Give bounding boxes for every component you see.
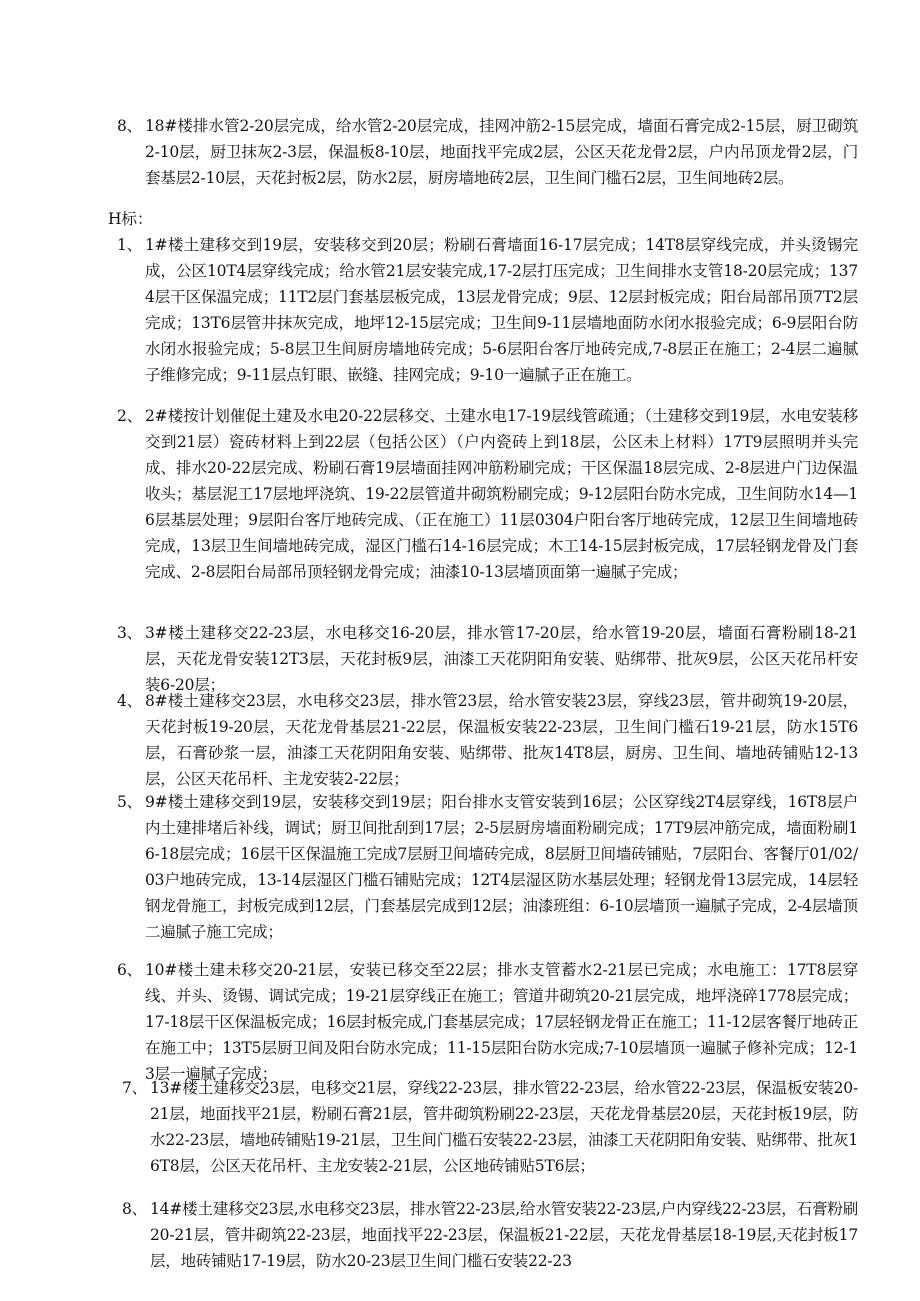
- item-text: 2#楼按计划催促土建及水电20-22层移交、土建水电17-19层线管疏通；（土建移交到19层，水电安装移交到21层）瓷砖材料上到22层（包括公区）（户内瓷砖上到18层，公区未上材料）17T9层照明并头完成、排水20-22层完成、粉刷石膏19层墙面挂网冲筋粉刷完成；干区保温18层完成、2-8层进户门边保温收头；基层泥工17层地坪浇筑、19-22层管道井砌筑粉刷完成；9-12层阳台防水完成，卫生间防水14—16层基层处理；9层阳台客厅地砖完成、（正在施工）11层0304户阳台客厅地砖完成，12层卫生间墙地砖完成，13层卫生间墙地砖完成，湿区门槛石14-16层完成；木工14-15层封板完成，17层轻钢龙骨及门套完成、2-8层阳台局部吊顶轻钢龙骨完成；油漆10-13层墙顶面第一遍腻子完成；: [145, 407, 858, 581]
- item-number: 4、: [117, 692, 142, 710]
- item-number: 1、: [117, 236, 142, 254]
- paragraph-h-item-6: [117, 957, 858, 1087]
- item-number: 7、: [122, 1079, 147, 1097]
- item-text: 10#楼土建未移交20-21层，安装已移交至22层；排水支管蓄水2-21层已完成；水电施工：17T8层穿线、并头、烫锡、调试完成；19-21层穿线正在施工；管道井砌筑20-21层完成，地坪浇碎1778层完成；17-18层干区保温板完成；16层封板完成,门套基层完成；17层轻钢龙骨正在施工；11-12层客餐厅地砖正在施工中；13T5层厨卫间及阳台防水完成；11-15层阳台防水完成;7-10层墙顶一遍腻子修补完成；12-13层一遍腻子完成；: [145, 961, 858, 1083]
- paragraph-h-item-5: [117, 789, 858, 945]
- item-text: 1#楼土建移交到19层，安装移交到20层；粉刷石膏墙面16-17层完成；14T8层穿线完成，并头烫锡完成，公区10T4层穿线完成；给水管21层安装完成,17-2层打压完成；卫生间排水支管18-20层完成；1374层干区保温完成；11T2层门套基层板完成，13层龙骨完成；9层、12层封板完成；阳台局部吊顶7T2层完成；13T6层管井抹灰完成，地坪12-15层完成；卫生间9-11层墙地面防水闭水报验完成；6-9层阳台防水闭水报验完成；5-8层卫生间厨房墙地砖完成；5-6层阳台客厅地砖完成,7-8层正在施工；2-4层二遍腻子维修完成；9-11层点钉眼、嵌缝、挂网完成；9-10一遍腻子正在施工。: [145, 236, 858, 384]
- item-number: 8、: [122, 1200, 147, 1218]
- item-text: 8#楼土建移交23层，水电移交23层，排水管23层，给水管安装23层，穿线23层，管井砌筑19-20层，天花封板19-20层，天花龙骨基层21-22层，保温板安装22-23层，卫生间门槛石19-21层，防水15T6层，石膏砂浆一层，油漆工天花阴阳角安装、贴绑带、批灰14T8层，厨房、卫生间、墙地砖铺贴12-13层，公区天花吊杆、主龙安装2-22层；: [145, 692, 858, 788]
- paragraph-h-item-8: [122, 1196, 858, 1274]
- paragraph-h-item-3: [117, 620, 858, 698]
- paragraph-item-8-building-18: [117, 113, 858, 191]
- item-number: 6、: [117, 961, 142, 979]
- paragraph-h-item-2: [117, 403, 858, 585]
- paragraph-h-item-1: [117, 232, 858, 388]
- item-number: 3、: [117, 624, 142, 642]
- item-text: 9#楼土建移交到19层，安装移交到19层；阳台排水支管安装到16层；公区穿线2T4层穿线，16T8层户内土建排堵后补线，调试；厨卫间批刮到17层；2-5层厨房墙面粉刷完成；17T9层冲筋完成，墙面粉刷16-18层完成；16层干区保温施工完成7层厨卫间墙砖完成，8层厨卫间墙砖铺贴，7层阳台、客餐厅01/02/03户地砖完成，13-14层湿区门槛石铺贴完成；12T4层湿区防水基层处理；轻钢龙骨13层完成，14层轻钢龙骨施工，封板完成到12层，门套基层完成到12层；油漆班组：6-10层墙顶一遍腻子完成，2-4层墙顶二遍腻子施工完成；: [145, 793, 858, 941]
- item-number: 8、: [117, 117, 142, 135]
- item-number: 2、: [117, 407, 142, 425]
- item-text: 3#楼土建移交22-23层，水电移交16-20层，排水管17-20层，给水管19-20层，墙面石膏粉刷18-21层，天花龙骨安装12T3层，天花封板9层，油漆工天花阴阳角安装、贴绑带、批灰9层，公区天花吊杆安装6-20层；: [145, 624, 858, 694]
- section-heading-h: H标：: [108, 210, 153, 228]
- paragraph-h-item-4: [117, 688, 858, 792]
- item-number: 5、: [117, 793, 142, 811]
- item-text: 18#楼排水管2-20层完成，给水管2-20层完成，挂网冲筋2-15层完成，墙面石膏完成2-15层，厨卫砌筑2-10层，厨卫抹灰2-3层，保温板8-10层，地面找平完成2层，公区天花龙骨2层，户内吊顶龙骨2层，门套基层2-10层，天花封板2层，防水2层，厨房墙地砖2层，卫生间门槛石2层，卫生间地砖2层。: [145, 117, 858, 187]
- item-text: 14#楼土建移交23层,水电移交23层，排水管22-23层,给水管安装22-23层,户内穿线22-23层，石膏粉刷20-21层，管井砌筑22-23层，地面找平22-23层，保温板21-22层，天花龙骨基层18-19层,天花封板17层，地砖铺贴17-19层，防水20-23层卫生间门槛石安装22-23: [150, 1200, 858, 1270]
- paragraph-h-item-7: [122, 1075, 858, 1179]
- item-text: 13#楼土建移交23层，电移交21层，穿线22-23层，排水管22-23层，给水管22-23层，保温板安装20-21层，地面找平21层，粉刷石膏21层，管井砌筑粉刷22-23层，天花龙骨基层20层，天花封板19层，防水22-23层，墙地砖铺贴19-21层，卫生间门槛石安装22-23层，油漆工天花阴阳角安装、贴绑带、批灰16T8层，公区天花吊杆、主龙安装2-21层，公区地砖铺贴5T6层；: [150, 1079, 858, 1175]
